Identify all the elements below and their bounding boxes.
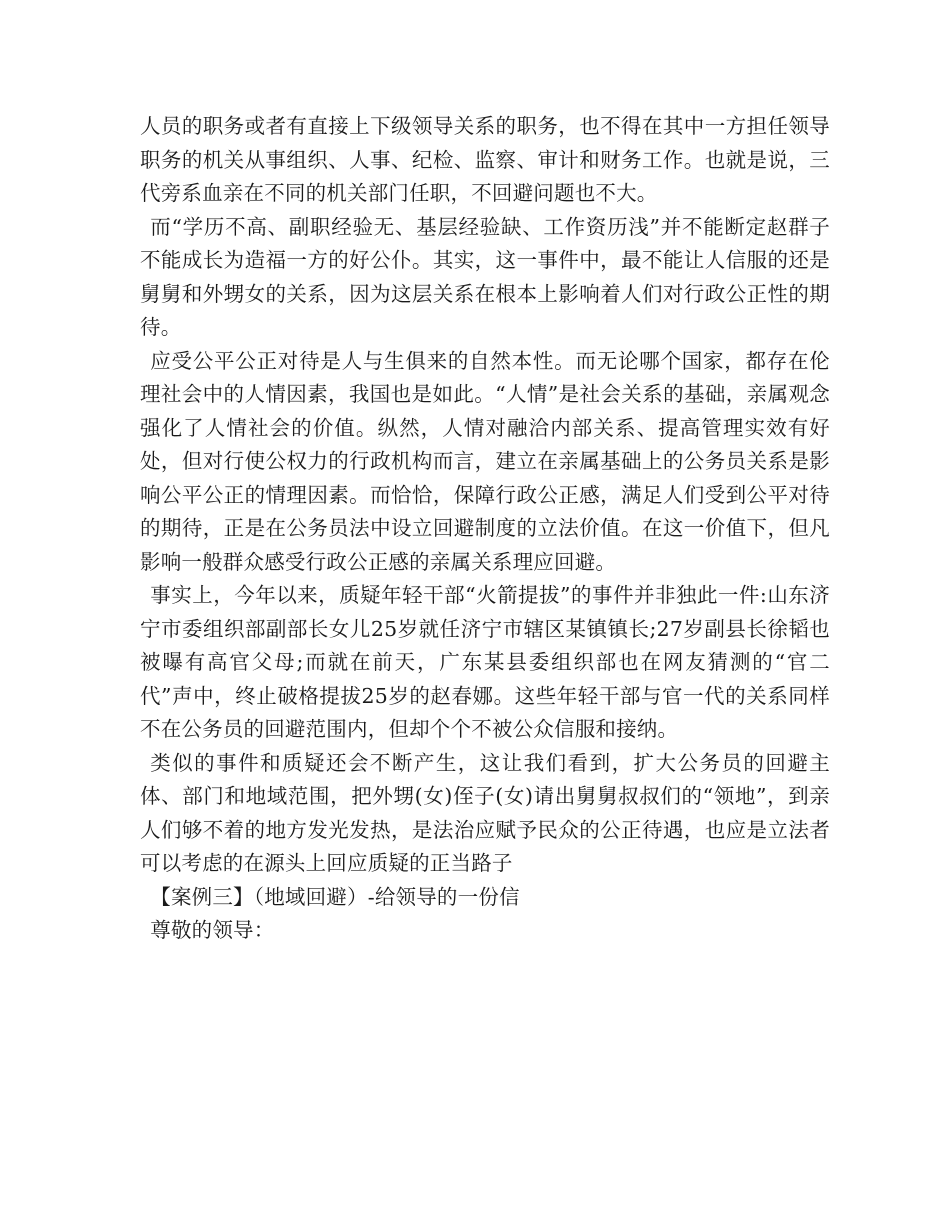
paragraph-5: 类似的事件和质疑还会不断产生，这让我们看到，扩大公务员的回避主体、部门和地域范围，把外甥(女)侄子(女)请出舅舅叔叔们的“领地”，到亲人们够不着的地方发光发热，是法治应赋予民众的公正待遇，也应是立法者可以考虑的在源头上回应质疑的正当路子 [140,750,830,875]
letter-salutation: 尊敬的领导： [150,918,275,942]
paragraph-1: 人员的职务或者有直接上下级领导关系的职务，也不得在其中一方担任领导职务的机关从事组织、人事、纪检、监察、审计和财务工作。也就是说，三代旁系血亲在不同的机关部门任职，不回避问题也不大。 [140,114,830,205]
paragraph-3: 应受公平公正对待是人与生俱来的自然本性。而无论哪个国家，都存在伦理社会中的人情因素，我国也是如此。“人情”是社会关系的基础，亲属观念强化了人情社会的价值。纵然，人情对融洽内部关系、提高管理实效有好处，但对行使公权力的行政机构而言，建立在亲属基础上的公务员关系是影响公平公正的情理因素。而恰恰，保障行政公正感，满足人们受到公平对待的期待，正是在公务员法中设立回避制度的立法价值。在这一价值下，但凡影响一般群众感受行政公正感的亲属关系理应回避。 [140,348,830,574]
document-body [140,110,830,948]
paragraph-4: 事实上，今年以来，质疑年轻干部“火箭提拔”的事件并非独此一件:山东济宁市委组织部副部长女儿25岁就任济宁市辖区某镇镇长;27岁副县长徐韬也被曝有高官父母;而就在前天，广东某县委组织部也在网友猜测的“官二代”声中，终止破格提拔25岁的赵春娜。这些年轻干部与官一代的关系同样不在公务员的回避范围内，但却个个不被公众信服和接纳。 [140,583,830,741]
case-heading: 【案例三】（地域回避）-给领导的一份信 [150,884,520,909]
paragraph-2: 而“学历不高、副职经验无、基层经验缺、工作资历浅”并不能断定赵群子不能成长为造福一方的好公仆。其实，这一事件中，最不能让人信服的还是舅舅和外甥女的关系，因为这层关系在根本上影响着人们对行政公正性的期待。 [140,214,830,339]
